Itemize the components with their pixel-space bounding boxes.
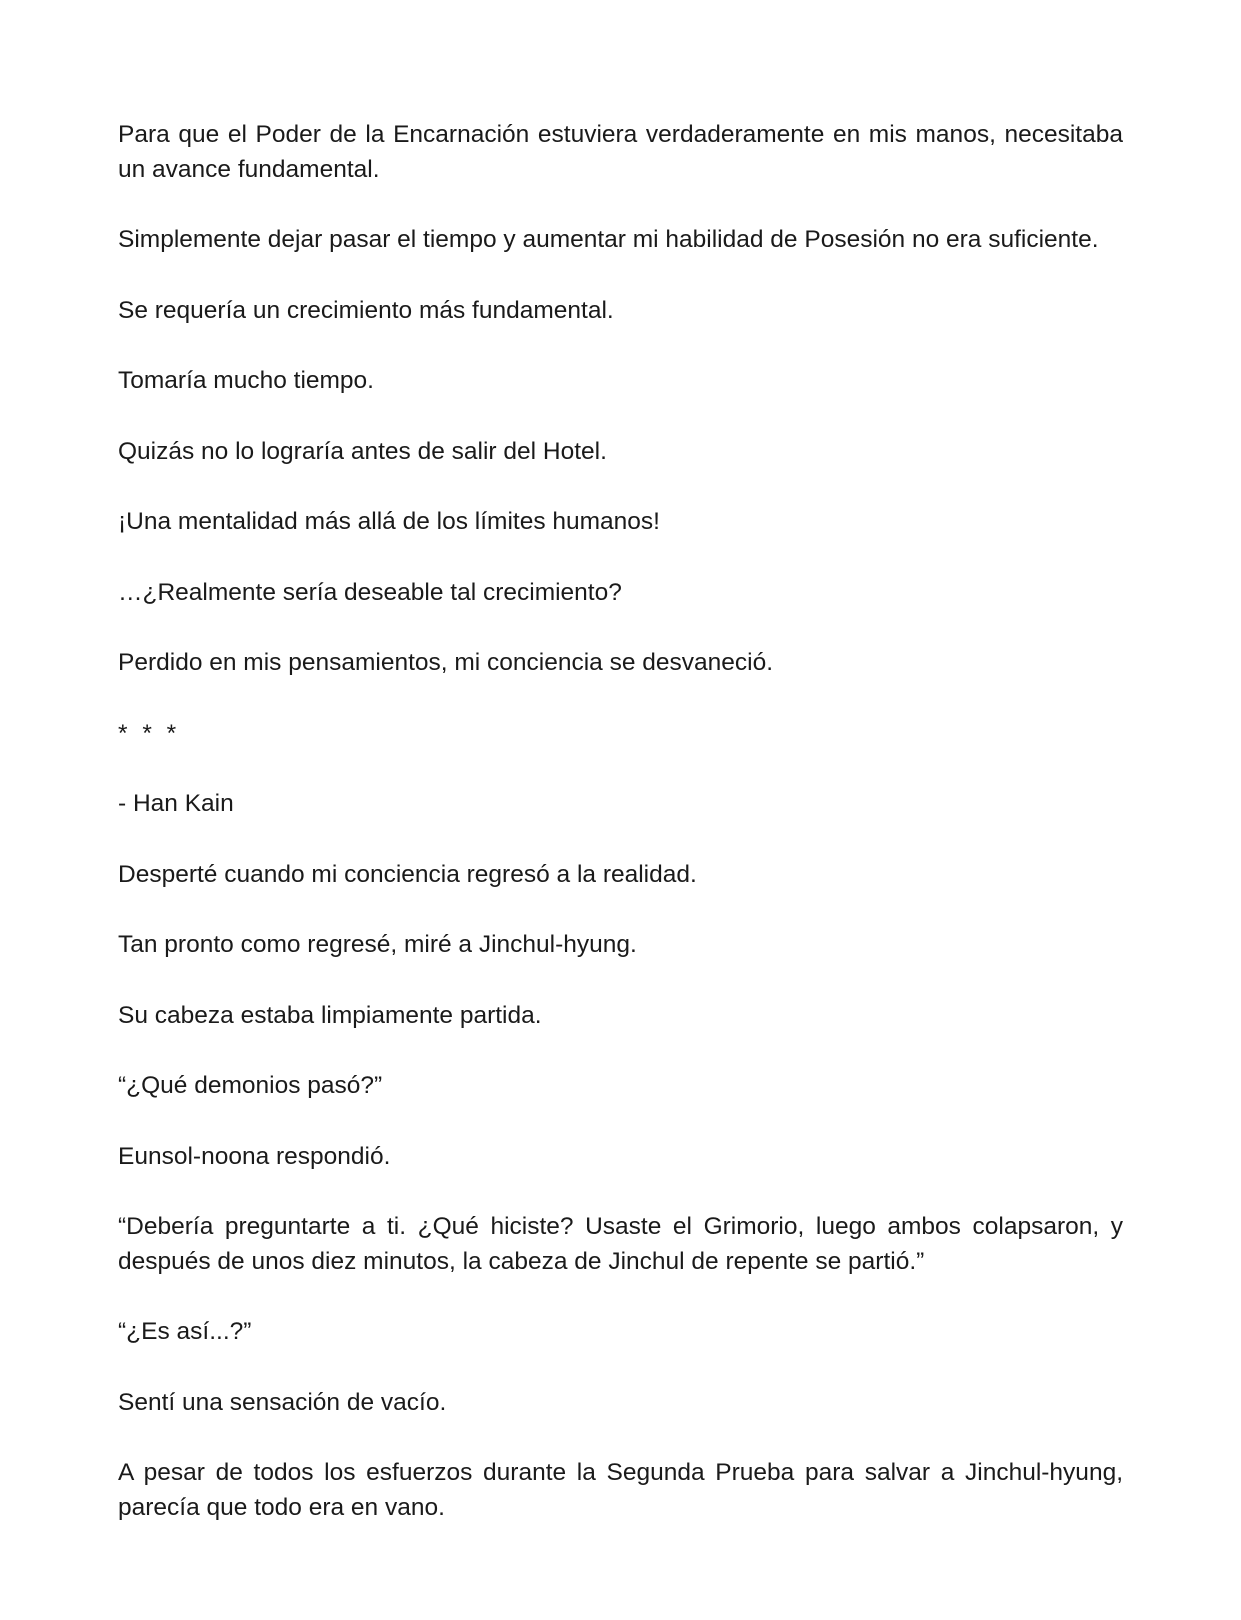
paragraph-5: Quizás no lo lograría antes de salir del Hotel. — [118, 437, 607, 465]
paragraph-14: “¿Qué demonios pasó?” — [118, 1072, 383, 1099]
paragraph-13: Su cabeza estaba limpiamente partida. — [118, 1001, 542, 1029]
paragraph-3: Se requería un crecimiento más fundamental. — [118, 296, 614, 324]
paragraph-6: ¡Una mentalidad más allá de los límites humanos! — [118, 508, 660, 535]
document-body — [118, 118, 1123, 1561]
paragraph-4: Tomaría mucho tiempo. — [118, 367, 374, 394]
paragraph-18: Sentí una sensación de vacío. — [118, 1388, 447, 1416]
paragraph-16: “Debería preguntarte a ti. ¿Qué hiciste? Usaste el Grimorio, luego ambos colapsaron, y después de unos diez minutos, la cabeza de Jinchul de repente se partió.” — [118, 1213, 1123, 1275]
paragraph-8: Perdido en mis pensamientos, mi conciencia se desvaneció. — [118, 649, 774, 676]
pov-heading: - Han Kain — [118, 790, 234, 817]
paragraph-7: …¿Realmente sería deseable tal crecimiento? — [118, 578, 622, 606]
paragraph-11: Desperté cuando mi conciencia regresó a la realidad. — [118, 860, 697, 888]
paragraph-2: Simplemente dejar pasar el tiempo y aumentar mi habilidad de Posesión no era suficiente. — [118, 226, 1099, 253]
paragraph-12: Tan pronto como regresé, miré a Jinchul-hyung. — [118, 931, 637, 958]
paragraph-15: Eunsol-noona respondió. — [118, 1142, 391, 1170]
paragraph-1: Para que el Poder de la Encarnación estuviera verdaderamente en mis manos, necesitaba un avance fundamental. — [118, 121, 1123, 183]
scene-break: * * * — [118, 719, 181, 747]
paragraph-19: A pesar de todos los esfuerzos durante la Segunda Prueba para salvar a Jinchul-hyung, parecía que todo era en vano. — [118, 1459, 1123, 1521]
paragraph-17: “¿Es así...?” — [118, 1318, 252, 1345]
